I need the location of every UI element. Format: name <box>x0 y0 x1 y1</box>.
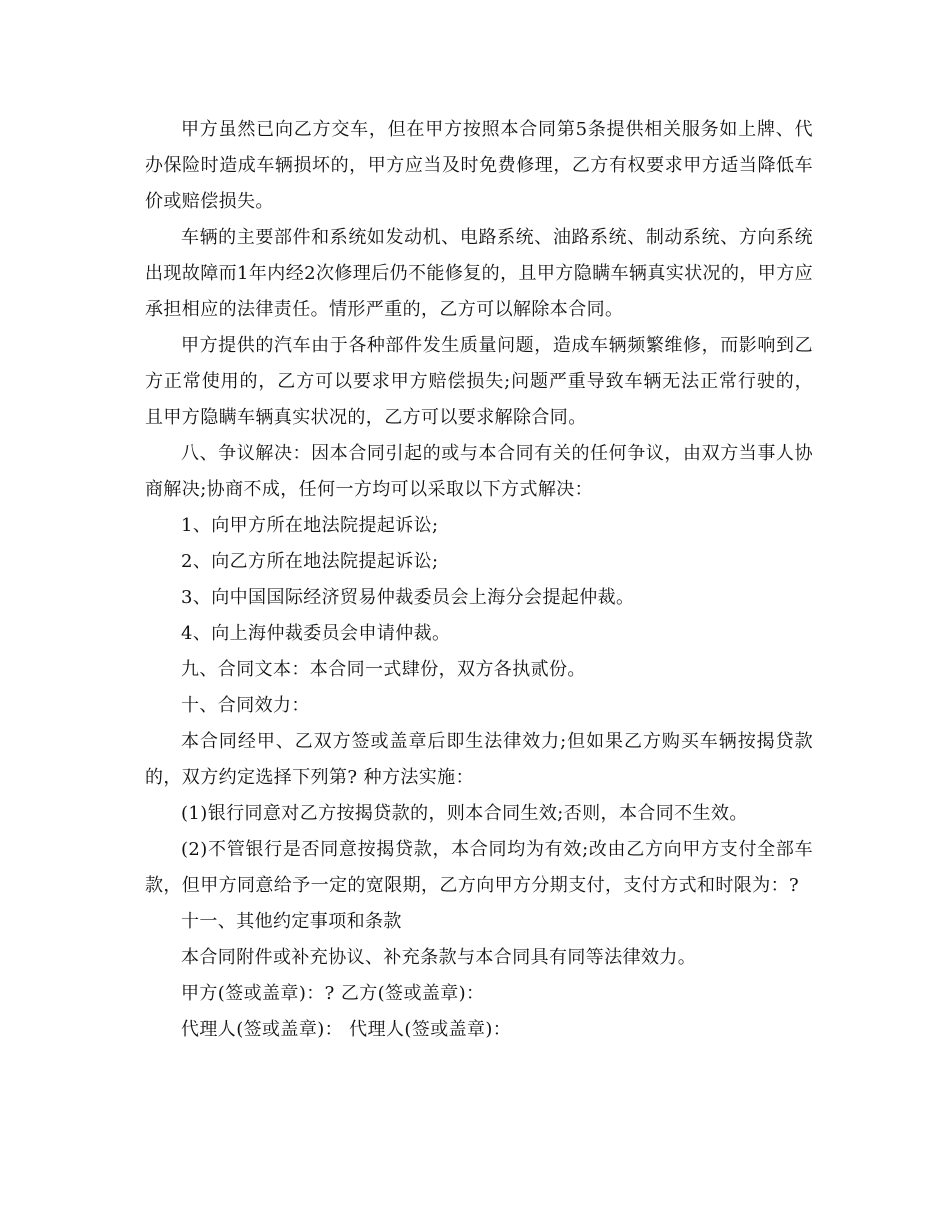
paragraph-delivery-damage: 甲方虽然已向乙方交车，但在甲方按照本合同第5条提供相关服务如上牌、代办保险时造成车辆损坏的，甲方应当及时免费修理，乙方有权要求甲方适当降低车价或赔偿损失。 <box>145 119 813 212</box>
paragraph-method-1: (1)银行同意对乙方按揭贷款的，则本合同生效;否则，本合同不生效。 <box>181 803 748 824</box>
paragraph-contract-copies: 九、合同文本：本合同一式肆份，双方各执贰份。 <box>181 659 586 680</box>
heading-contract-validity: 十、合同效力： <box>181 695 310 716</box>
list-item-option-1: 1、向甲方所在地法院提起诉讼; <box>181 515 439 536</box>
paragraph-dispute-resolution: 八、争议解决：因本合同引起的或与本合同有关的任何争议，由双方当事人协商解决;协商不成，任何一方均可以采取以下方式解决： <box>145 443 813 500</box>
paragraph-attachments: 本合同附件或补充协议、补充条款与本合同具有同等法律效力。 <box>181 947 697 968</box>
signature-line-agents: 代理人(签或盖章)： 代理人(签或盖章)： <box>181 1019 512 1040</box>
list-item-option-2: 2、向乙方所在地法院提起诉讼; <box>181 551 439 572</box>
paragraph-validity-terms: 本合同经甲、乙双方签或盖章后即生法律效力;但如果乙方购买车辆按揭贷款的，双方约定选择下列第? 种方法实施： <box>145 731 813 788</box>
list-item-option-4: 4、向上海仲裁委员会申请仲裁。 <box>181 623 451 644</box>
document-page <box>145 112 813 1048</box>
signature-line-parties: 甲方(签或盖章)：? 乙方(签或盖章)： <box>181 983 485 1004</box>
heading-other-terms: 十一、其他约定事项和条款 <box>181 911 402 932</box>
paragraph-quality-issues: 甲方提供的汽车由于各种部件发生质量问题，造成车辆频繁维修，而影响到乙方正常使用的，乙方可以要求甲方赔偿损失;问题严重导致车辆无法正常行驶的，且甲方隐瞒车辆真实状况的，乙方可以要求解除合同。 <box>145 335 813 428</box>
list-item-option-3: 3、向中国国际经济贸易仲裁委员会上海分会提起仲裁。 <box>181 587 635 608</box>
paragraph-major-fault: 车辆的主要部件和系统如发动机、电路系统、油路系统、制动系统、方向系统出现故障而1年内经2次修理后仍不能修复的，且甲方隐瞒车辆真实状况的，甲方应承担相应的法律责任。情形严重的，乙方可以解除本合同。 <box>145 227 813 320</box>
paragraph-method-2: (2)不管银行是否同意按揭贷款，本合同均为有效;改由乙方向甲方支付全部车款，但甲方同意给予一定的宽限期，乙方向甲方分期支付，支付方式和时限为：? <box>145 839 813 896</box>
